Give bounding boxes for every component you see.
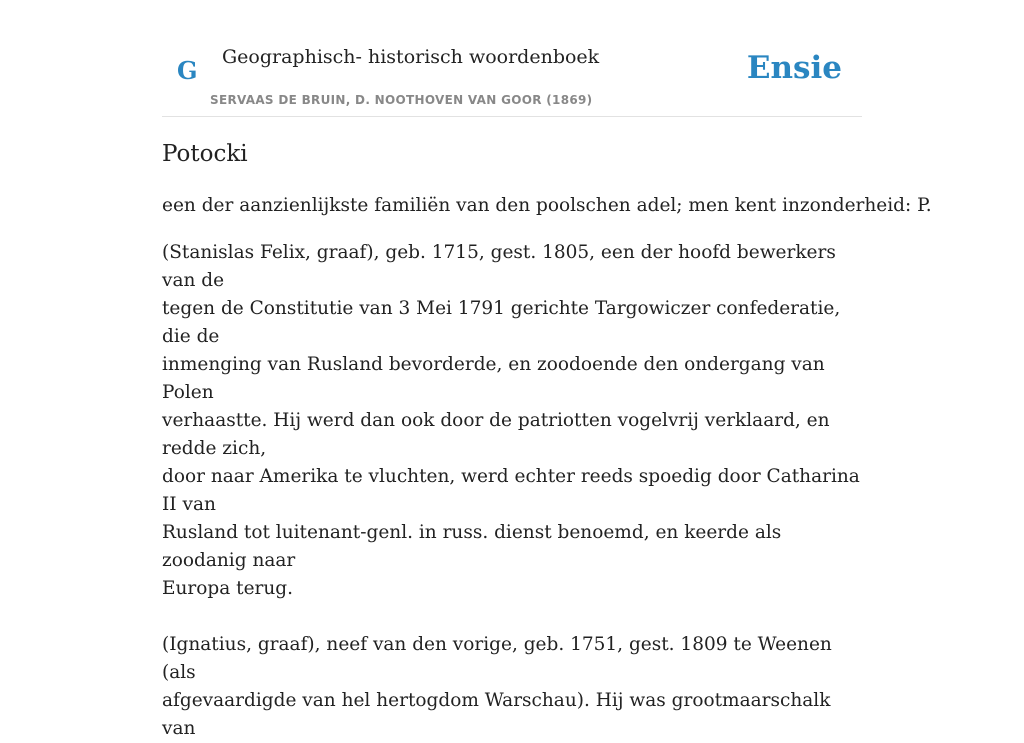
book-title-link[interactable]: Geographisch- historisch woordenboek (222, 46, 600, 68)
book-header (162, 40, 862, 117)
entry-paragraph: (Stanislas Felix, graaf), geb. 1715, gest. 1805, een der hoofd bewerkers van de tegen de Constitutie van 3 Mei 1791 gerichte Targowiczer confederatie, die de inmenging van Rusland bevorderde, en zoodoende den ondergang van Polen verhaastte. Hij werd dan ook door de patriotten vogelvrij verklaard, en redde zich, door naar Amerika te vluchten, werd echter reeds spoedig door Catharina II van Rusland tot luitenant-genl. in russ. dienst benoemd, en keerde als zoodanig naar Europa terug. (162, 242, 860, 599)
book-letter-link[interactable]: G (177, 56, 198, 85)
entry-paragraph: (Ignatius, graaf), neef van den vorige, geb. 1751, gest. 1809 te Weenen (als afgevaardigde van hel hertogdom Warschau). Hij was grootmaarschalk van (162, 634, 832, 739)
entry-intro: een der aanzienlijkste familiën van den poolschen adel; men kent inzonderheid: P. (162, 195, 932, 216)
book-authors: SERVAAS DE BRUIN, D. NOOTHOVEN VAN GOOR (1869) (210, 93, 593, 107)
entry-content (162, 136, 932, 743)
entry-title: Potocki (162, 141, 248, 167)
ensie-logo-link[interactable]: Ensie (746, 50, 842, 86)
